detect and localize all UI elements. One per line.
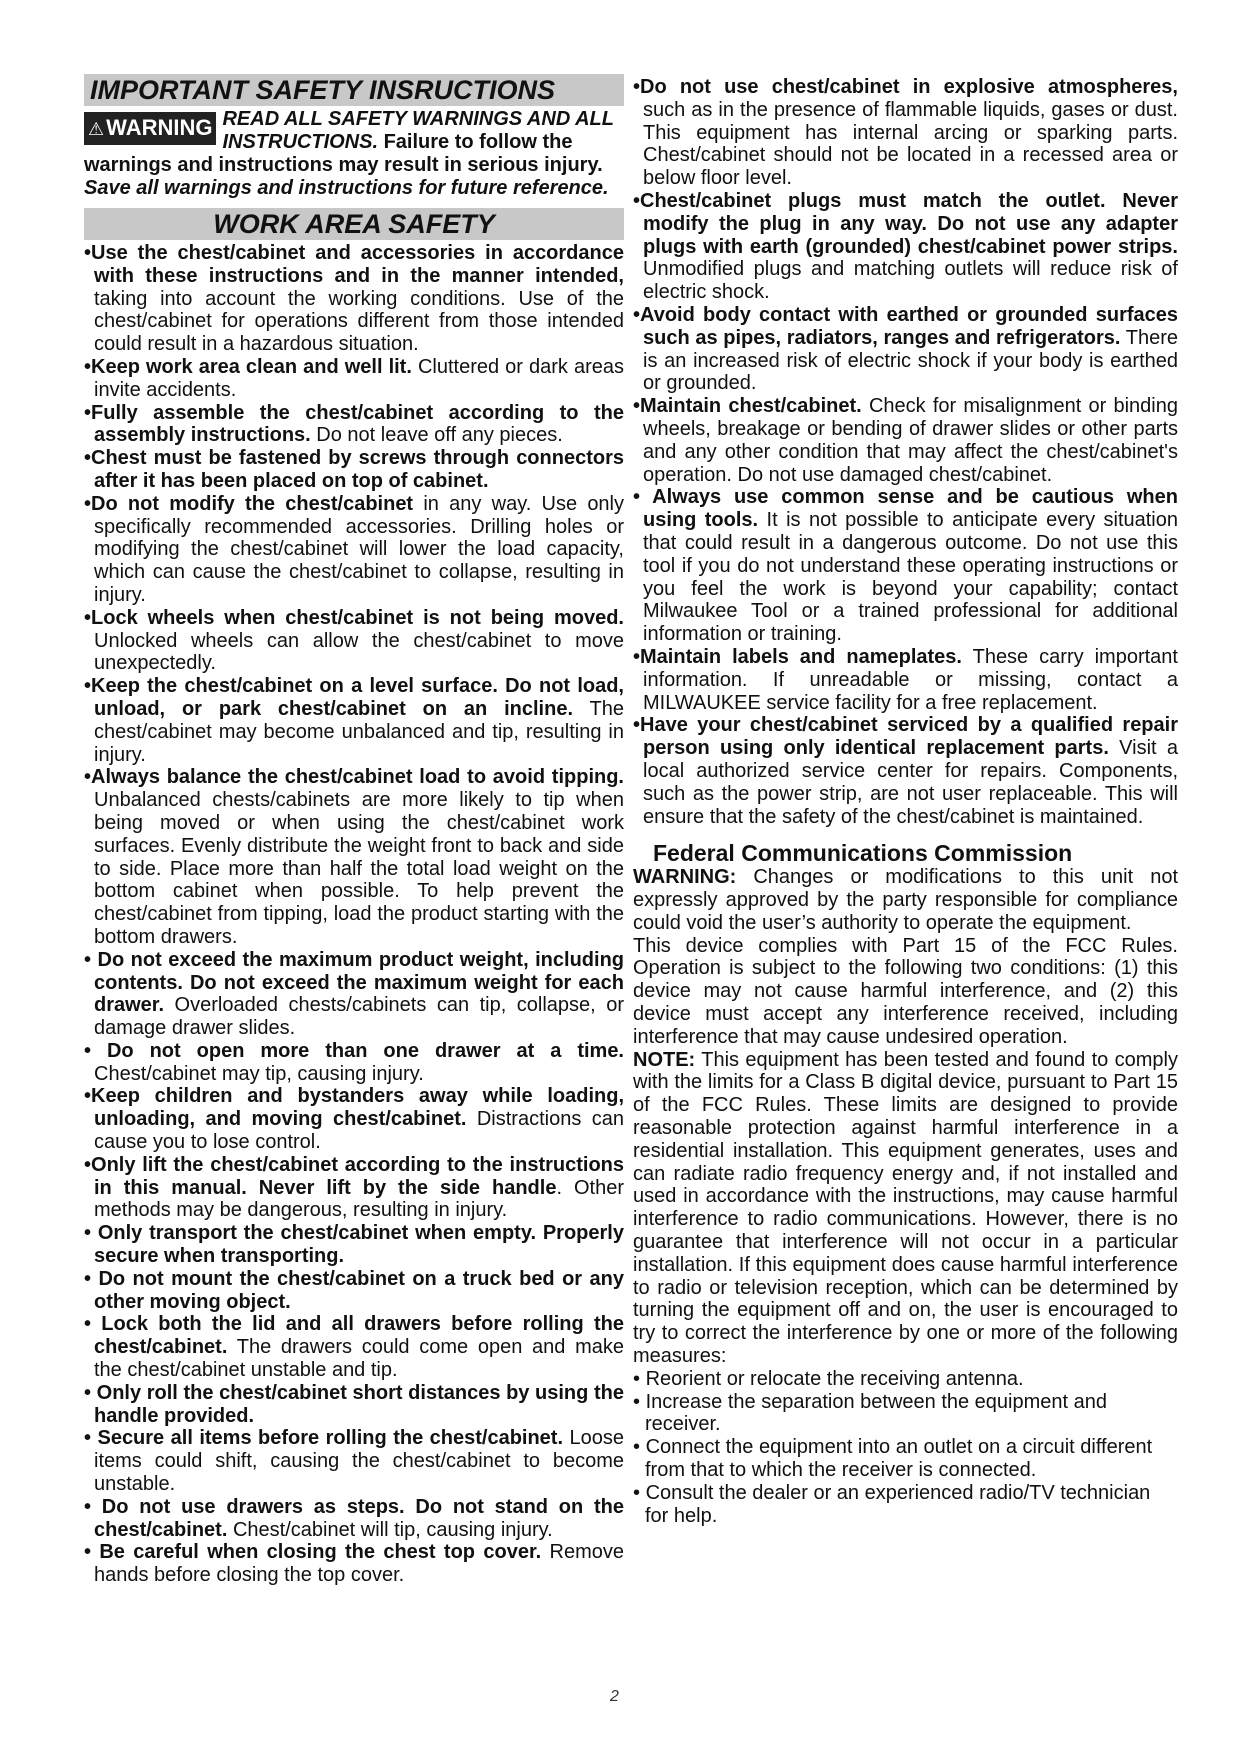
warning-failure-text: Failure to follow the warnings and instructions may result in serious injury. bbox=[84, 131, 603, 176]
warning-block bbox=[84, 108, 624, 200]
list-item: •Chest must be fastened by screws through connectors after it has been placed on top of cabinet. bbox=[84, 447, 624, 492]
list-item: •Do not use chest/cabinet in explosive atmospheres, such as in the presence of flammable liquids, gases or dust. This equipment has internal arcing or sparking parts. Chest/cabinet should not be located in a recessed area or below floor level. bbox=[633, 76, 1178, 190]
list-item: •Have your chest/cabinet serviced by a qualified repair person using only identical replacement parts. Visit a local authorized service center for repairs. Components, such as the power strip, are not user replaceable. This will ensure that the safety of the chest/cabinet is maintained. bbox=[633, 714, 1178, 828]
list-item: •Keep the chest/cabinet on a level surface. Do not load, unload, or park chest/cabinet on an incline. The chest/cabinet may become unbalanced and tip, resulting in injury. bbox=[84, 675, 624, 766]
list-item: •Keep work area clean and well lit. Cluttered or dark areas invite accidents. bbox=[84, 355, 624, 401]
warning-triangle-icon: ⚠ bbox=[88, 119, 105, 139]
fcc-measures bbox=[633, 1368, 1178, 1528]
list-item: •Only lift the chest/cabinet according to the instructions in this manual. Never lift by the side handle. Other methods may be dangerous, resulting in injury. bbox=[84, 1153, 624, 1222]
right-column bbox=[633, 74, 1178, 1527]
warning-badge bbox=[84, 112, 216, 145]
page-number: 2 bbox=[610, 1688, 619, 1705]
fcc-section bbox=[633, 866, 1178, 1527]
list-item: • Do not exceed the maximum product weight, including contents. Do not exceed the maximum weight for each drawer. Overloaded chests/cabinets can tip, collapse, or damage drawer slides. bbox=[84, 948, 624, 1040]
list-item: •Maintain chest/cabinet. Check for misalignment or binding wheels, breakage or bending of drawer slides or other parts and any other condition that may affect the chest/cabinet's operation. Do not use damaged chest/cabinet. bbox=[633, 395, 1178, 486]
fcc-part15: This device complies with Part 15 of the FCC Rules. Operation is subject to the following two conditions: (1) this device may not cause harmful interference, and (2) this device must accept any interference received, including interference that may cause undesired operation. bbox=[633, 934, 1178, 1048]
list-item: • Connect the equipment into an outlet on a circuit different from that to which the receiver is connected. bbox=[633, 1436, 1153, 1482]
fcc-heading: Federal Communications Commission bbox=[653, 840, 1073, 867]
fcc-note: NOTE: This equipment has been tested and found to comply with the limits for a Class B digital device, pursuant to Part 15 of the FCC Rules. These limits are designed to provide reasonable protection against harmful interference in a residential installation. This equipment generates, uses and can radiate radio frequency energy and, if not installed and used in accordance with the instructions, may cause harmful interference to radio communications. However, there is no guarantee that interference will not occur in a particular installation. If this equipment does cause harmful interference to radio or television reception, which can be determined by turning the equipment off and on, the user is encouraged to try to correct the interference by one or more of the following measures: bbox=[633, 1048, 1178, 1368]
list-item: • Do not open more than one drawer at a time. Chest/cabinet may tip, causing injury. bbox=[84, 1039, 624, 1085]
list-item: •Always balance the chest/cabinet load to avoid tipping. Unbalanced chests/cabinets are more likely to tip when being moved or when using the chest/cabinet work surfaces. Evenly distribute the weight front to back and side to side. Place more than half the total load weight on the bottom cabinet when possible. To help prevent the chest/cabinet from tipping, load the product starting with the bottom drawers. bbox=[84, 766, 624, 948]
list-item: • Only roll the chest/cabinet short distances by using the handle provided. bbox=[84, 1381, 624, 1427]
list-item: •Avoid body contact with earthed or grounded surfaces such as pipes, radiators, ranges and refrigerators. There is an increased risk of electric shock if your body is earthed or grounded. bbox=[633, 303, 1178, 395]
left-column bbox=[84, 74, 624, 1587]
important-safety-title: IMPORTANT SAFETY INSRUCTIONS bbox=[84, 74, 624, 106]
work-area-safety-title: WORK AREA SAFETY bbox=[84, 208, 624, 240]
safety-list-continued bbox=[633, 76, 1178, 828]
warning-badge-label: WARNING bbox=[106, 115, 213, 140]
list-item: •Fully assemble the chest/cabinet according to the assembly instructions. Do not leave off any pieces. bbox=[84, 401, 624, 447]
list-item: •Chest/cabinet plugs must match the outlet. Never modify the plug in any way. Do not use any adapter plugs with earth (grounded) chest/cabinet power strips. Unmodified plugs and matching outlets will reduce risk of electric shock. bbox=[633, 189, 1178, 304]
list-item: •Use the chest/cabinet and accessories in accordance with these instructions and in the manner intended, taking into account the working conditions. Use of the chest/cabinet for operations different from those intended could result in a hazardous situation. bbox=[84, 242, 624, 356]
list-item: • Lock both the lid and all drawers before rolling the chest/cabinet. The drawers could come open and make the chest/cabinet unstable and tip. bbox=[84, 1313, 624, 1382]
list-item: • Only transport the chest/cabinet when empty. Properly secure when transporting. bbox=[84, 1222, 624, 1268]
warning-read-all: READ ALL SAFETY WARNINGS AND ALL INSTRUCTIONS. bbox=[222, 108, 614, 153]
list-item: • Do not use drawers as steps. Do not stand on the chest/cabinet. Chest/cabinet will tip, causing injury. bbox=[84, 1495, 624, 1541]
list-item: • Increase the separation between the equipment and receiver. bbox=[633, 1390, 1107, 1436]
list-item: • Always use common sense and be cautious when using tools. It is not possible to anticipate every situation that could result in a dangerous outcome. Do not use this tool if you do not understand these operating instructions or you feel the work is beyond your capability; contact Milwaukee Tool or a trained professional for additional information or training. bbox=[633, 486, 1178, 646]
work-area-list bbox=[84, 242, 624, 1587]
list-item: • Do not mount the chest/cabinet on a truck bed or any other moving object. bbox=[84, 1267, 624, 1313]
fcc-warning: WARNING: Changes or modifications to this unit not expressly approved by the party responsible for compliance could void the user’s authority to operate the equipment. bbox=[633, 866, 1178, 934]
list-item: •Lock wheels when chest/cabinet is not being moved. Unlocked wheels can allow the chest/cabinet to move unexpectedly. bbox=[84, 606, 624, 675]
warning-save-text: Save all warnings and instructions for future reference. bbox=[84, 177, 609, 199]
list-item: • Be careful when closing the chest top cover. Remove hands before closing the top cover. bbox=[84, 1541, 625, 1587]
list-item: • Consult the dealer or an experienced radio/TV technician for help. bbox=[633, 1481, 1151, 1527]
list-item: •Keep children and bystanders away while loading, unloading, and moving chest/cabinet. Distractions can cause you to lose control. bbox=[84, 1085, 624, 1154]
list-item: •Maintain labels and nameplates. These carry important information. If unreadable or missing, contact a MILWAUKEE service facility for a free replacement. bbox=[633, 645, 1178, 714]
list-item: • Reorient or relocate the receiving antenna. bbox=[633, 1367, 1024, 1390]
list-item: • Secure all items before rolling the chest/cabinet. Loose items could shift, causing the chest/cabinet to become unstable. bbox=[84, 1427, 624, 1496]
list-item: •Do not modify the chest/cabinet in any way. Use only specifically recommended accessories. Drilling holes or modifying the chest/cabinet will lower the load capacity, which can cause the chest/cabinet to collapse, resulting in injury. bbox=[84, 492, 625, 606]
